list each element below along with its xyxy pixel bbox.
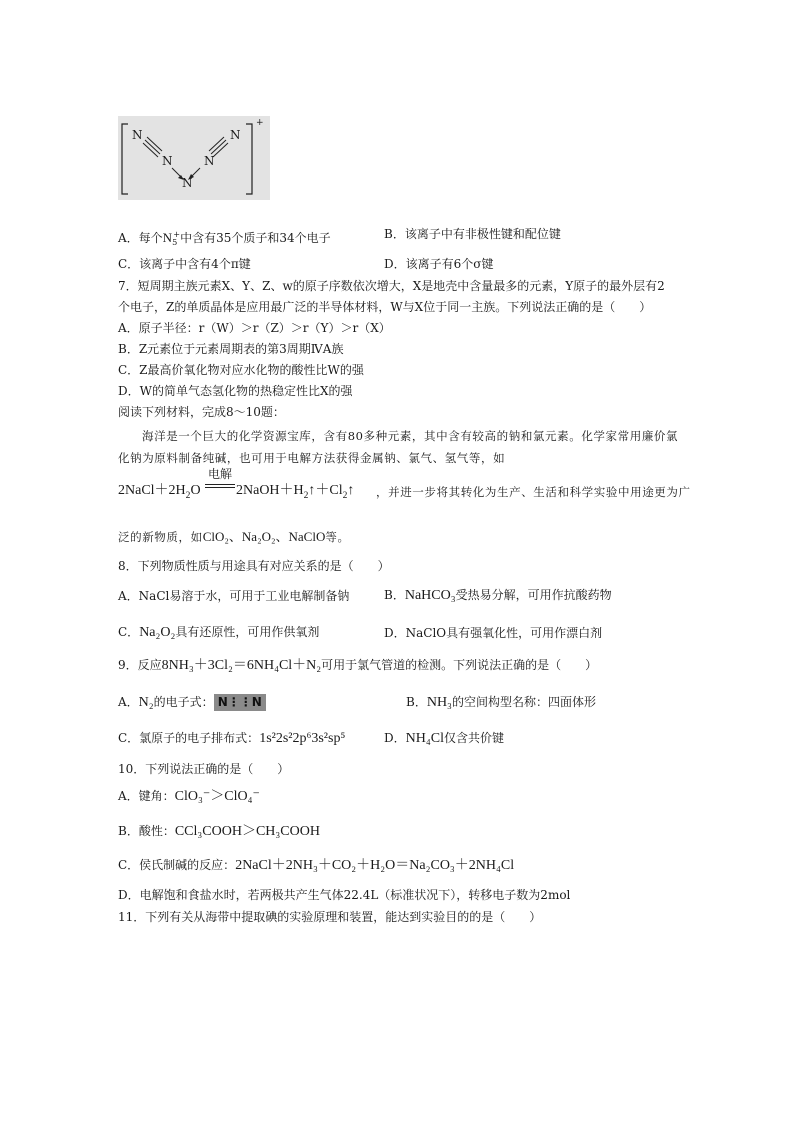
q7-stem-line2: 个电子，Z的单质晶体是应用最广泛的半导体材料，W与X位于同一主族。下列说法正确的是（ ） [118, 300, 652, 314]
q6-option-b: B．该离子中有非极性键和配位键 [384, 227, 561, 241]
q7-option-b: B．Z元素位于元素周期表的第3周期ⅣA族 [118, 342, 344, 356]
reading-paragraph-line1: 海洋是一个巨大的化学资源宝库，含有80多种元素，其中含有较高的钠和氯元素。化学家常用廉价氯 [142, 429, 679, 443]
q11-stem: 11．下列有关从海带中提取碘的实验原理和装置，能达到实验目的的是（ ） [118, 910, 542, 924]
q7-stem-line1: 7．短周期主族元素X、Y、Z、w的原子序数依次增大，X是地壳中含量最多的元素，Y原子的最外层有2 [118, 279, 665, 293]
q9-stem: 9．反应8NH₃＋3Cl₂＝6NH₄Cl＋N₂可用于氯气管道的检测。下列说法正确的是（ ） [118, 658, 598, 673]
atom-n5: N [230, 128, 241, 142]
atom-n2: N [162, 154, 173, 168]
reading-paragraph-line4: 泛的新物质，如ClO₂、Na₂O₂、NaClO等。 [118, 529, 350, 544]
q9-option-b: B．NH₃的空间构型名称：四面体形 [406, 695, 596, 710]
q7-option-d: D．W的简单气态氢化物的热稳定性比X的强 [118, 384, 353, 398]
atom-n3: N [182, 176, 193, 190]
q6-option-d: D．该离子有6个σ键 [384, 257, 494, 271]
q7-option-c: C．Z最高价氧化物对应水化物的酸性比W的强 [118, 363, 364, 377]
q8-option-b: B．NaHCO₃受热易分解，可用作抗酸药物 [384, 588, 612, 603]
electrolysis-condition: 电解 [208, 467, 233, 481]
q8-option-d: D．NaClO具有强氧化性，可用作漂白剂 [384, 626, 603, 640]
n5-cation-figure [118, 116, 270, 200]
atom-n1: N [132, 128, 143, 142]
q10-option-b: B．酸性：CCl₃COOH＞CH₃COOH [118, 824, 320, 839]
equation-equals-sign [205, 484, 235, 488]
n2-electron-dot-image: N⋮⋮N [214, 694, 266, 711]
q8-stem: 8．下列物质性质与用途具有对应关系的是（ ） [118, 559, 390, 573]
q9-option-d: D．NH₄Cl仅含共价键 [384, 731, 504, 746]
q10-option-c: C．侯氏制碱的反应：2NaCl＋2NH₃＋CO₂＋H₂O＝Na₂CO₃＋2NH₄Cl [118, 858, 515, 873]
reading-intro: 阅读下列材料，完成8～10题： [118, 405, 285, 419]
q10-stem: 10．下列说法正确的是（ ） [118, 762, 290, 776]
atom-n4: N [204, 154, 215, 168]
reading-paragraph-line2: 化钠为原料制备纯碱，也可用于电解方法获得金属钠、氯气、氢气等，如 [118, 451, 506, 465]
q8-option-c: C．Na₂O₂具有还原性，可用作供氧剂 [118, 625, 320, 640]
q6-option-a: A．每个$N_5^+$中含有35个质子和34个电子 [118, 229, 331, 248]
q8-option-a: A．NaCl易溶于水，可用于工业电解制备钠 [118, 589, 350, 603]
ion-charge: + [256, 118, 264, 128]
q10-option-d: D．电解饱和食盐水时，若两极共产生气体22.4L（标准状况下），转移电子数为2mol [118, 888, 571, 902]
q10-option-a: A．键角：ClO₃⁻＞ClO₄⁻ [118, 789, 260, 804]
q7-option-a: A．原子半径：r（W）＞r（Z）＞r（Y）＞r（X） [118, 321, 391, 335]
q6-option-c: C．该离子中含有4个π键 [118, 257, 251, 271]
q9-option-c: C．氯原子的电子排布式：1s²2s²2p⁶3s²sp⁵ [118, 731, 346, 746]
q9-option-a: A．N₂的电子式： N⋮⋮N [118, 694, 266, 712]
